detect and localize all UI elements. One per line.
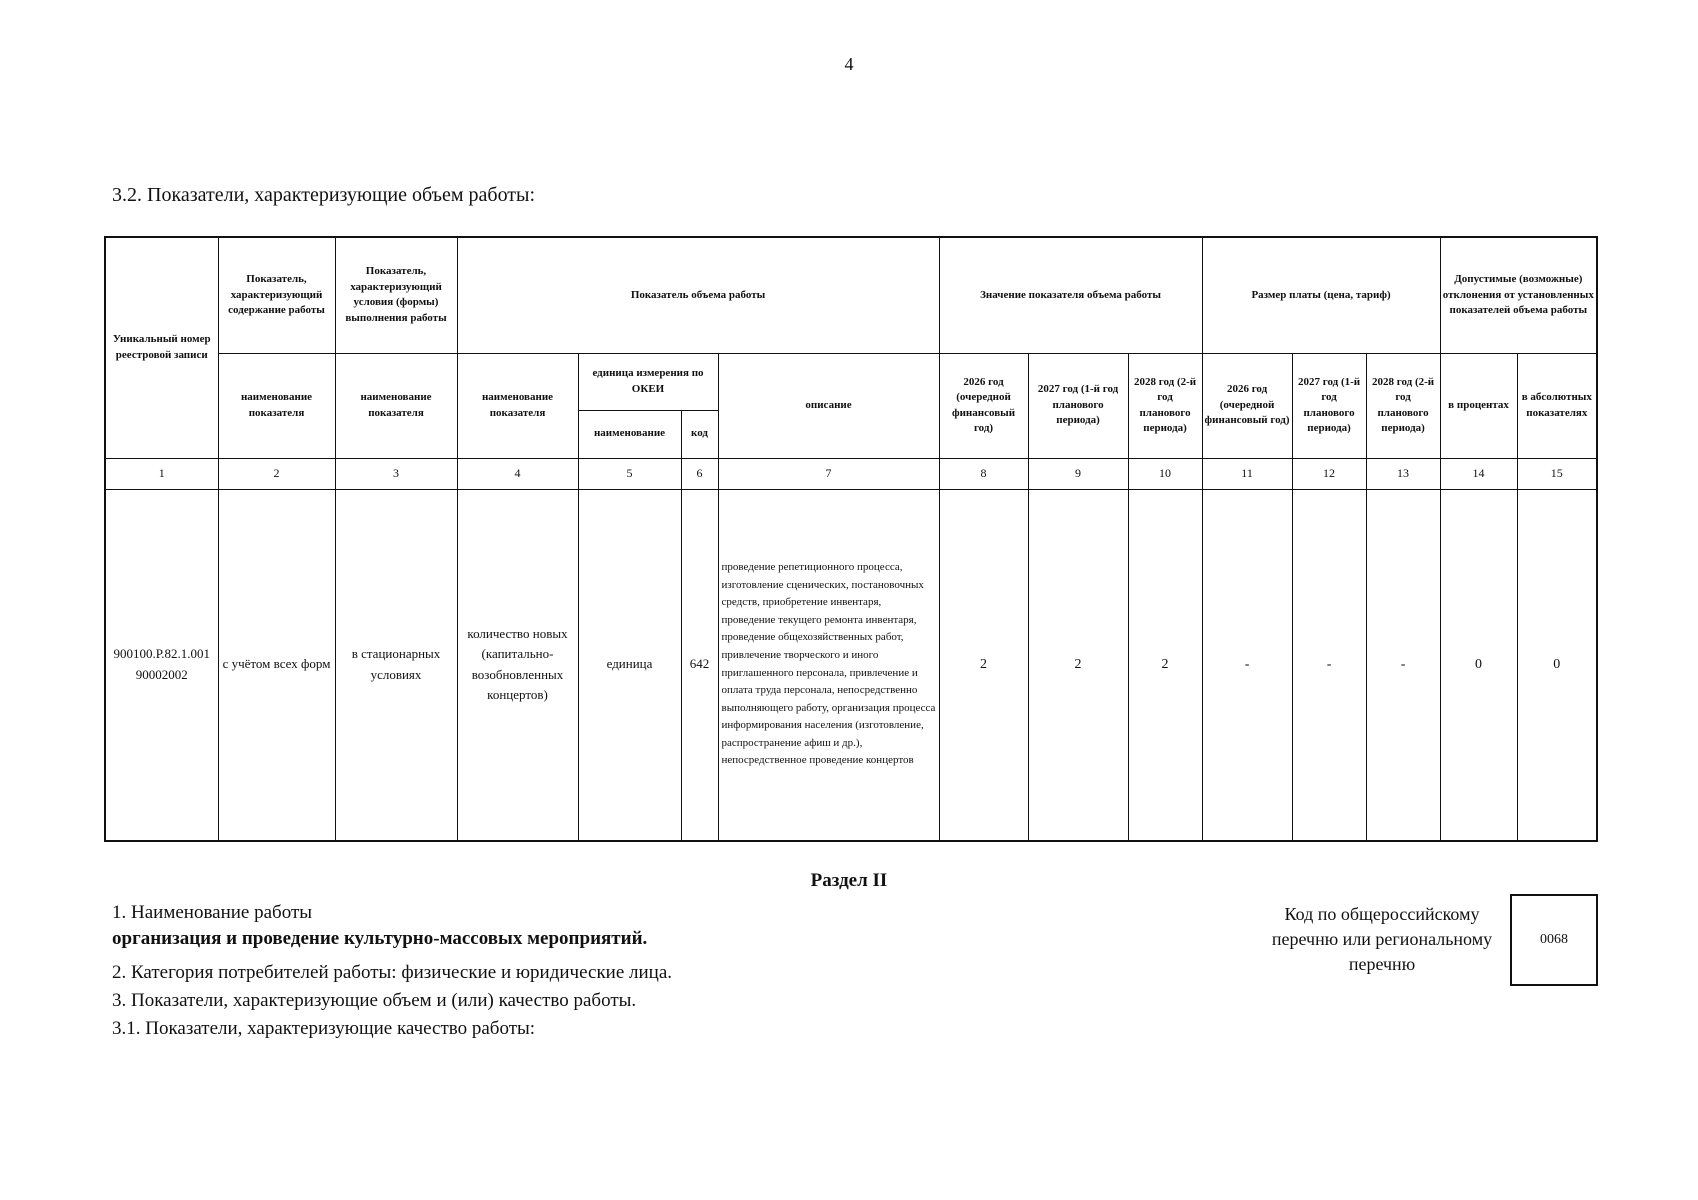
header-in-percent: в процентах	[1440, 353, 1517, 458]
consumer-category: 2. Категория потребителей работы: физические и юридические лица.	[112, 962, 673, 983]
deviation-absolute: 0	[1517, 489, 1597, 841]
registry-number: 900100.Р.82.1.001 90002002	[105, 489, 218, 841]
column-number: 14	[1440, 458, 1517, 489]
page-number: 4	[844, 54, 854, 74]
deviation-percent: 0	[1440, 489, 1517, 841]
header-unit-code: код	[681, 410, 718, 458]
column-number: 3	[335, 458, 457, 489]
header-fee-2028: 2028 год (2-й год планового периода)	[1366, 353, 1440, 458]
indicators-heading: 3. Показатели, характеризующие объем и (или) качество работы.	[112, 990, 637, 1011]
header-volume-value: Значение показателя объема работы	[939, 237, 1202, 353]
column-number: 12	[1292, 458, 1366, 489]
section-2-title: Раздел II	[810, 870, 888, 891]
code-box	[1510, 894, 1598, 986]
value-2026: 2	[939, 489, 1028, 841]
header-fee-2027: 2027 год (1-й год планового периода)	[1292, 353, 1366, 458]
column-number: 11	[1202, 458, 1292, 489]
value-2027: 2	[1028, 489, 1128, 841]
column-number: 8	[939, 458, 1028, 489]
conditions-value: в стационарных условиях	[335, 489, 457, 841]
code-label: Код по общероссийскому перечню или региональному перечню	[1271, 904, 1493, 974]
header-unit-name: наименование	[578, 410, 681, 458]
quality-indicators-heading: 3.1. Показатели, характеризующие качество работы:	[112, 1018, 536, 1039]
header-value-2026: 2026 год (очередной финансовый год)	[939, 353, 1028, 458]
column-number: 13	[1366, 458, 1440, 489]
column-number: 6	[681, 458, 718, 489]
code-value-text: 0068	[1540, 932, 1568, 947]
header-condition-name: наименование показателя	[335, 353, 457, 458]
work-name-label: 1. Наименование работы	[112, 902, 313, 923]
indicator-value: количество новых (капитально-возобновленных концертов)	[457, 489, 578, 841]
column-number: 2	[218, 458, 335, 489]
header-content-name: наименование показателя	[218, 353, 335, 458]
work-name-value: организация и проведение культурно-массовых мероприятий.	[112, 928, 648, 949]
description-value: проведение репетиционного процесса, изготовление сценических, постановочных средств, приобретение инвентаря, проведение текущего ремонта инвентаря, проведение общехозяйственных работ, привлечение творческого и иного приглашенного персонала, привлечение и оплата труда персонала, непосредственно выполняющего работу, организация процесса информирования населения (изготовление, распространение афиш и др.), непосредственное проведение концертов	[718, 489, 939, 841]
column-number: 5	[578, 458, 681, 489]
fee-2028: -	[1366, 489, 1440, 841]
header-value-2028: 2028 год (2-й год планового периода)	[1128, 353, 1202, 458]
header-in-absolute: в абсолютных показателях	[1517, 353, 1597, 458]
column-number: 9	[1028, 458, 1128, 489]
column-number: 1	[105, 458, 218, 489]
column-number: 4	[457, 458, 578, 489]
value-2028: 2	[1128, 489, 1202, 841]
header-description: описание	[718, 353, 939, 458]
content-value: с учётом всех форм	[218, 489, 335, 841]
column-number: 15	[1517, 458, 1597, 489]
header-okei-unit: единица измерения по ОКЕИ	[578, 353, 718, 410]
column-number: 7	[718, 458, 939, 489]
header-content-indicator: Показатель, характеризующий содержание работы	[218, 237, 335, 353]
header-condition-indicator: Показатель, характеризующий условия (формы) выполнения работы	[335, 237, 457, 353]
unit-value: единица	[578, 489, 681, 841]
fee-2026: -	[1202, 489, 1292, 841]
header-fee: Размер платы (цена, тариф)	[1202, 237, 1440, 353]
header-unique-number: Уникальный номер реестровой записи	[105, 237, 218, 458]
volume-indicators-table	[104, 236, 1598, 842]
fee-2027: -	[1292, 489, 1366, 841]
header-deviations: Допустимые (возможные) отклонения от установленных показателей объема работы	[1440, 237, 1597, 353]
header-fee-2026: 2026 год (очередной финансовый год)	[1202, 353, 1292, 458]
header-value-2027: 2027 год (1-й год планового периода)	[1028, 353, 1128, 458]
code-value: 642	[681, 489, 718, 841]
section-heading: 3.2. Показатели, характеризующие объем работы:	[112, 184, 536, 206]
table-row	[105, 489, 1597, 841]
column-number: 10	[1128, 458, 1202, 489]
header-volume-name: наименование показателя	[457, 353, 578, 458]
header-volume-indicator: Показатель объема работы	[457, 237, 939, 353]
